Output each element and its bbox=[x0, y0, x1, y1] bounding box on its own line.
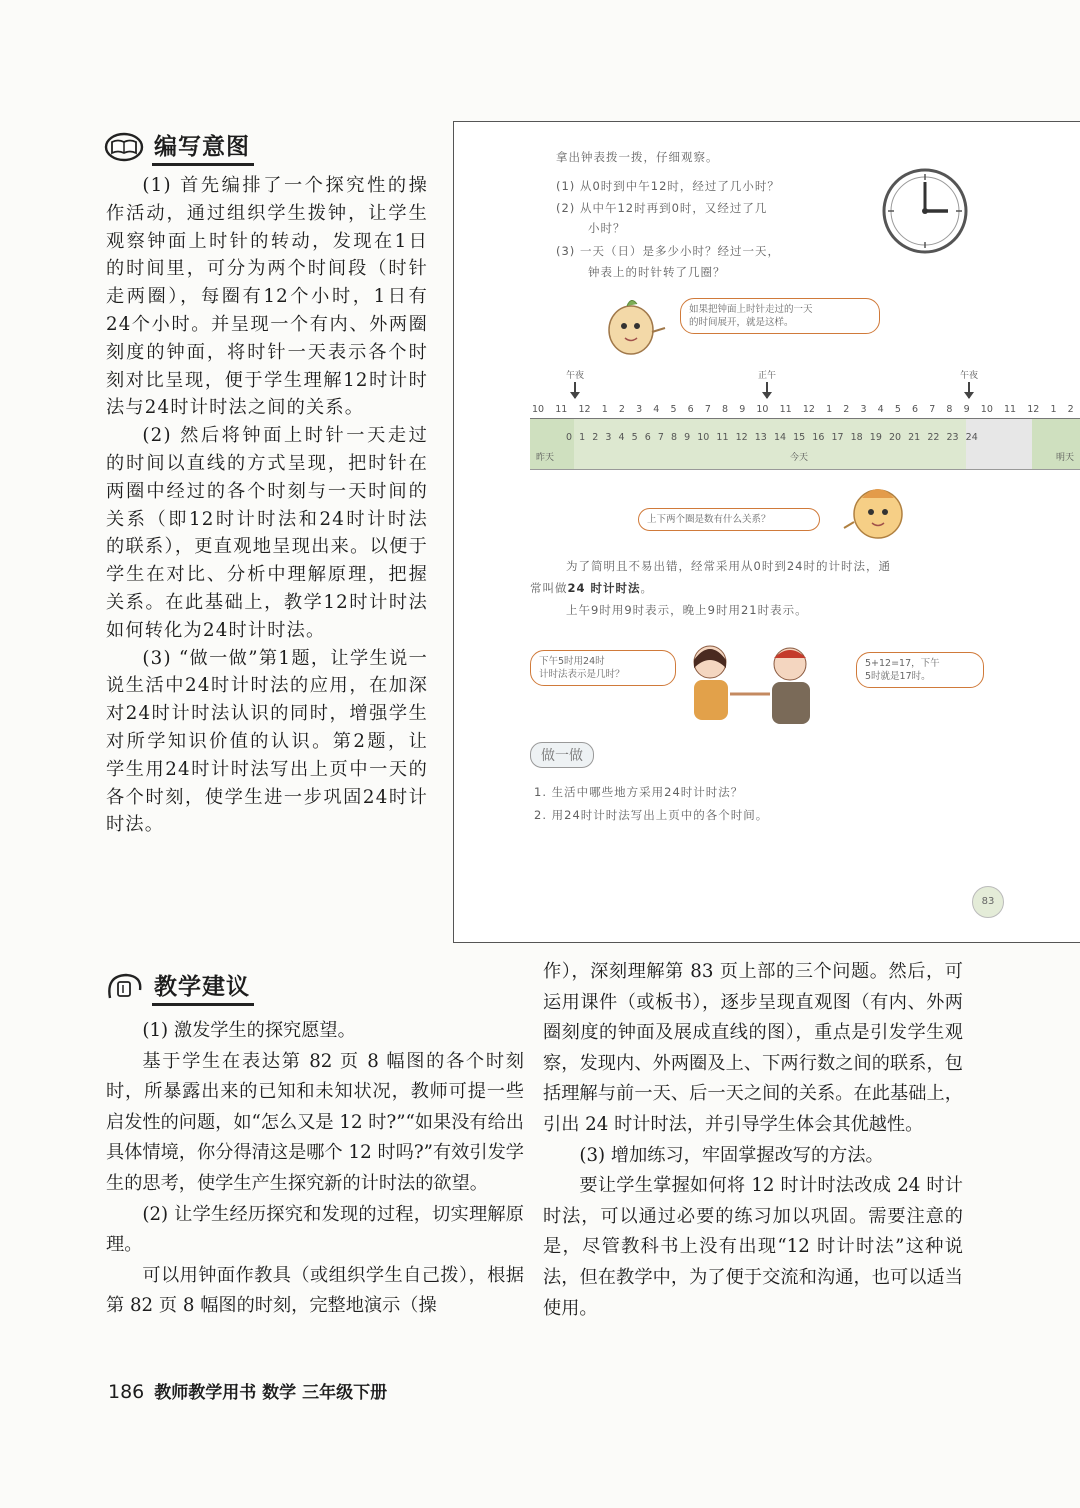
tb-ruler-tick-12h: 3 bbox=[636, 404, 643, 415]
tb-question-3b: 钟表上的时针转了几圈？ bbox=[588, 265, 726, 279]
tb-bubble-1-line-1: 如果把钟面上时针走过的一天 bbox=[689, 304, 813, 315]
advice-left-column bbox=[106, 1016, 524, 1322]
tb-exercise-title: 做一做 bbox=[530, 742, 594, 768]
tb-bubble-2: 上下两个圈是数有什么关系？ bbox=[638, 508, 820, 531]
tb-intro: 拿出钟表拨一拨，仔细观察。 bbox=[556, 150, 719, 164]
tb-ruler-tick-12h: 12 bbox=[802, 404, 815, 415]
tb-mark-midnight: 午夜 bbox=[565, 371, 584, 381]
tb-bubble-4-line-2: 5时就是17时。 bbox=[865, 671, 931, 682]
tb-ruler-tick-12h: 2 bbox=[843, 404, 850, 415]
tb-ruler-tick-24h: 11 bbox=[716, 432, 729, 443]
tb-ruler-tick-24h: 2 bbox=[592, 432, 599, 443]
advice-paragraph-2: 基于学生在表达第 82 页 8 幅图的各个时刻时，所暴露出来的已知和未知状况，教师可提一些启发性的问题，如“怎么又是 12 时?”“如果没有给出具体情境，你分得清这是哪个 12 时吗?”有效引发学生的思考，使学生产生探究新的计时法的欲望。 bbox=[106, 1050, 524, 1194]
tb-bubble-1 bbox=[680, 298, 880, 334]
tb-ruler-tick-12h: 9 bbox=[963, 404, 970, 415]
tb-ruler-tick-12h: 8 bbox=[722, 404, 729, 415]
intent-paragraph-3: (3) “做一做”第1题，让学生说一说生活中24时计时法的应用，在加深对24时计时法认识的同时，增强学生对所学知识价值的认识。第2题，让学生用24时计时法写出上页中一天的各个时刻，使学生进一步巩固24时计时法。 bbox=[106, 647, 428, 836]
intent-paragraph-1: (1) 首先编排了一个探究性的操作活动，通过组织学生拨钟，让学生观察钟面上时针的转动，发现在1日的时间里，可分为两个时间段（时针走两圈），每圈有12个小时，1日有24个小时。并呈现一个有内、外两圈刻度的钟面，将时针一天表示各个时刻对比呈现，便于学生理解12时计时法与24时计时法之间的关系。 bbox=[106, 175, 428, 419]
tb-ruler-tick-24h: 20 bbox=[888, 432, 902, 443]
tb-ruler-tick-12h: 2 bbox=[1067, 404, 1074, 415]
tb-label-tomorrow: 明天 bbox=[1055, 453, 1074, 463]
intent-heading bbox=[104, 128, 254, 166]
tb-ruler-tick-12h: 6 bbox=[687, 404, 694, 415]
mascot-icon bbox=[597, 294, 669, 364]
tb-bubble-1-line-2: 的时间展开，就是这样。 bbox=[689, 317, 794, 328]
tb-mark-noon: 正午 bbox=[757, 371, 776, 381]
tb-ruler-tick-12h: 5 bbox=[894, 404, 901, 415]
advice-paragraph-6: 要让学生掌握如何将 12 时计时法改成 24 时计时法，可以通过必要的练习加以巩固。需要注意的是，尽管教科书上没有出现“12 时计时法”这种说法，但在教学中，为了便于交流和沟通，也可以适当使用。 bbox=[543, 1175, 963, 1319]
intent-title: 编写意图 bbox=[152, 128, 254, 166]
advice-paragraph-3: (2) 让学生经历探究和发现的过程，切实理解原理。 bbox=[106, 1203, 524, 1256]
tb-ruler-tick-12h: 11 bbox=[779, 404, 792, 415]
tb-ruler-tick-24h: 5 bbox=[631, 432, 638, 443]
tb-ruler-top-ticks bbox=[532, 404, 1074, 415]
tb-ruler-tick-12h: 12 bbox=[578, 404, 591, 415]
tb-ruler-tick-24h: 3 bbox=[605, 432, 612, 443]
textbook-page-83 bbox=[453, 121, 1080, 943]
tb-ruler-tick-24h: 0 bbox=[566, 432, 573, 443]
mascot-icon bbox=[840, 478, 916, 550]
tb-bubble-4 bbox=[856, 652, 984, 688]
arrow-down-icon bbox=[574, 382, 576, 398]
tb-ruler-tick-12h: 1 bbox=[1050, 404, 1057, 415]
tb-ruler-tick-12h: 12 bbox=[1027, 404, 1040, 415]
page-footer bbox=[108, 1378, 387, 1403]
tb-ruler-tick-12h: 11 bbox=[555, 404, 568, 415]
tb-ruler-tick-24h: 21 bbox=[908, 432, 921, 443]
tb-exercise-1: 1. 生活中哪些地方采用24时计时法？ bbox=[534, 785, 744, 799]
tb-ruler-tick-12h: 4 bbox=[653, 404, 660, 415]
tb-ruler-tick-24h: 9 bbox=[684, 432, 691, 443]
tb-ruler-tick-12h: 4 bbox=[877, 404, 884, 415]
tb-ruler-bottom-ticks bbox=[566, 432, 978, 443]
tb-ruler-tick-24h: 13 bbox=[754, 432, 767, 443]
tb-ruler-tick-12h: 10 bbox=[980, 404, 993, 415]
advice-right-column bbox=[543, 957, 963, 1324]
tb-paragraph-2: 上午9时用9时表示，晚上9时用21时表示。 bbox=[566, 603, 808, 617]
tb-ruler-tick-24h: 22 bbox=[927, 432, 940, 443]
tb-ruler-tick-24h: 17 bbox=[831, 432, 844, 443]
page-number: 186 bbox=[108, 1381, 145, 1403]
tb-ruler-tick-12h: 11 bbox=[1004, 404, 1017, 415]
tb-bubble-4-line-1: 5+12=17，下午 bbox=[865, 658, 940, 669]
children-illustration-icon bbox=[680, 638, 840, 734]
tb-ruler-tick-12h: 8 bbox=[946, 404, 953, 415]
tb-ruler-tick-24h: 6 bbox=[644, 432, 651, 443]
tb-mark-midnight-2: 午夜 bbox=[959, 371, 978, 381]
tb-term-24h: 24 时计时法 bbox=[567, 581, 641, 595]
tb-page-number: 83 bbox=[972, 886, 1004, 918]
tb-term-prefix: 常叫做 bbox=[530, 581, 568, 595]
tb-question-1: (1) 从0时到中午12时，经过了几小时？ bbox=[556, 179, 780, 193]
tb-ruler-tick-24h: 7 bbox=[657, 432, 664, 443]
tb-question-2: (2) 从中午12时再到0时，又经过了几 bbox=[556, 201, 768, 215]
tb-ruler-tick-12h: 10 bbox=[532, 404, 545, 415]
tb-question-3: (3) 一天（日）是多少小时？经过一天， bbox=[556, 244, 780, 258]
advice-continuation: 作），深刻理解第 83 页上部的三个问题。然后，可运用课件（或板书），逐步呈现直观图（有内、外两圈刻度的钟面及展成直线的图），重点是引发学生观察，发现内、外两圈及上、下两行数之间的联系，包括理解与前一天、后一天之间的关系。在此基础上，引出 24 时计时法，并引导学生体会其优越性。 bbox=[543, 961, 963, 1135]
tb-bubble-3-line-1: 下午5时用24时 bbox=[539, 656, 605, 667]
tb-ruler-tick-12h: 6 bbox=[912, 404, 919, 415]
advice-paragraph-5: (3) 增加练习，牢固掌握改写的方法。 bbox=[579, 1144, 884, 1166]
intent-paragraph-2: (2) 然后将钟面上时针一天走过的时间以直线的方式呈现，把时针在两圈中经过的各个时刻与一天时间的关系（即12时计时法和24时计时法的联系），更直观地呈现出来。以便于学生在对比、分析中理解原理，把握关系。在此基础上，教学12时计时法如何转化为24时计时法。 bbox=[106, 425, 428, 641]
tb-paragraph-1: 为了简明且不易出错，经常采用从0时到24时的计时法，通 bbox=[566, 559, 891, 573]
tb-ruler-tick-24h: 4 bbox=[618, 432, 625, 443]
tb-ruler-tick-24h: 23 bbox=[946, 432, 959, 443]
tb-ruler-tick-24h: 8 bbox=[671, 432, 678, 443]
tb-ruler-tick-12h: 1 bbox=[601, 404, 608, 415]
tb-ruler-tick-24h: 16 bbox=[812, 432, 825, 443]
tb-term-suffix: 。 bbox=[640, 581, 654, 595]
advice-heading bbox=[104, 968, 254, 1006]
tb-ruler-tick-12h: 1 bbox=[826, 404, 833, 415]
pointer-icon bbox=[104, 972, 144, 1002]
tb-exercise-2: 2. 用24时计时法写出上页中的各个时间。 bbox=[534, 808, 769, 822]
tb-ruler-tick-24h: 19 bbox=[869, 432, 882, 443]
advice-title: 教学建议 bbox=[152, 968, 254, 1006]
arrow-down-icon bbox=[766, 382, 768, 398]
tb-paragraph-1b bbox=[530, 580, 653, 596]
tb-ruler-tick-24h: 15 bbox=[793, 432, 806, 443]
tb-label-yesterday: 昨天 bbox=[536, 453, 555, 463]
intent-body bbox=[106, 172, 428, 839]
tb-label-today: 今天 bbox=[790, 453, 809, 463]
tb-ruler-tick-24h: 24 bbox=[965, 432, 978, 443]
tb-bubble-3-line-2: 计时法表示是几时？ bbox=[539, 669, 625, 680]
advice-paragraph-4: 可以用钟面作教具（或组织学生自己拨），根据第 82 页 8 幅图的时刻，完整地演示（操 bbox=[106, 1264, 524, 1317]
tb-question-2b: 小时？ bbox=[588, 221, 626, 235]
tb-ruler-band bbox=[530, 418, 1080, 470]
tb-ruler-tick-12h: 7 bbox=[704, 404, 711, 415]
tb-ruler-tick-24h: 12 bbox=[735, 432, 748, 443]
advice-paragraph-1: (1) 激发学生的探究愿望。 bbox=[142, 1020, 356, 1041]
book-icon bbox=[104, 132, 144, 162]
clock-icon bbox=[880, 166, 970, 256]
tb-ruler-tick-24h: 1 bbox=[579, 432, 586, 443]
tb-ruler-tick-12h: 10 bbox=[756, 404, 769, 415]
tb-ruler-tick-12h: 9 bbox=[739, 404, 746, 415]
tb-ruler-tick-24h: 10 bbox=[697, 432, 710, 443]
tb-ruler-tick-12h: 5 bbox=[670, 404, 677, 415]
book-title: 教师教学用书 数学 三年级下册 bbox=[154, 1383, 388, 1403]
tb-ruler-tick-24h: 18 bbox=[850, 432, 863, 443]
tb-ruler-tick-12h: 7 bbox=[929, 404, 936, 415]
arrow-down-icon bbox=[968, 382, 970, 398]
tb-ruler-tick-12h: 2 bbox=[618, 404, 625, 415]
tb-ruler-tick-12h: 3 bbox=[860, 404, 867, 415]
tb-bubble-3 bbox=[530, 650, 676, 686]
tb-ruler-tick-24h: 14 bbox=[773, 432, 787, 443]
